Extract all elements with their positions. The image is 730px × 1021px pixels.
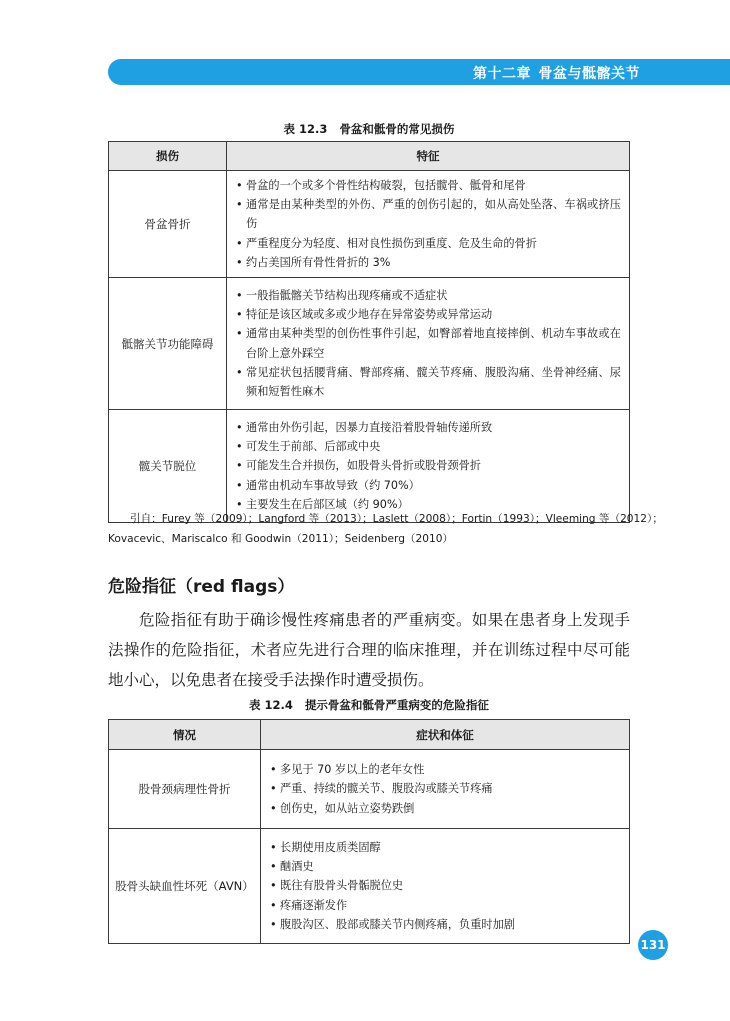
table-row	[109, 171, 630, 278]
row-condition: 骶髂关节功能障碍	[109, 278, 227, 410]
list-item: • 可能发生合并损伤，如股骨头骨折或股骨颈骨折	[236, 456, 621, 475]
list-item: • 严重程度分为轻度、相对良性损伤到重度、危及生命的骨折	[236, 234, 621, 253]
table-12-4	[108, 719, 630, 944]
list-item: • 通常由外伤引起，因暴力直接沿着股骨轴传递所致	[236, 418, 621, 437]
list-item: • 通常由某种类型的创伤性事件引起，如臀部着地直接摔倒、机动车事故或在台阶上意外踩空	[236, 324, 621, 362]
list-item: • 通常是由某种类型的外伤、严重的创伤引起的，如从高处坠落、车祸或挤压伤	[236, 195, 621, 233]
chapter-number: 第十二章	[473, 66, 531, 82]
column-header-symptoms: 症状和体征	[261, 720, 630, 750]
table-row	[109, 278, 630, 410]
row-condition: 股骨头缺血性坏死（AVN）	[109, 829, 261, 944]
table-row	[109, 750, 630, 829]
list-item: • 通常由机动车事故导致（约 70%）	[236, 476, 621, 495]
row-features	[227, 410, 630, 523]
table-header-row	[109, 142, 630, 171]
chapter-header-bar	[108, 59, 730, 85]
page-number-badge: 131	[638, 930, 668, 960]
list-item: • 腹股沟区、股部或膝关节内侧疼痛，负重时加剧	[270, 915, 621, 934]
list-item: • 可发生于前部、后部或中央	[236, 437, 621, 456]
column-header-injury: 损伤	[109, 142, 227, 171]
list-item: • 疼痛逐渐发作	[270, 896, 621, 915]
table-12-3-number: 表 12.3	[283, 122, 328, 136]
list-item: • 特征是该区域或多或少地存在异常姿势或异常运动	[236, 305, 621, 324]
list-item: • 多见于 70 岁以上的老年女性	[270, 760, 621, 779]
column-header-features: 特征	[227, 142, 630, 171]
row-features	[261, 750, 630, 829]
list-item: • 主要发生在后部区域（约 90%）	[236, 495, 621, 514]
source-line: Kovacevic、Mariscalco 和 Goodwin（2011）；Seidenberg（2010）	[108, 533, 454, 545]
table-12-3	[108, 141, 630, 523]
source-line: 引自：Furey 等（2009）；Langford 等（2013）；Laslett（2008）；Fortin（1993）；Vleeming 等（2012）；	[130, 513, 663, 525]
list-item: • 一般指骶髂关节结构出现疼痛或不适症状	[236, 286, 621, 305]
table-source-note	[108, 509, 663, 549]
row-features	[227, 278, 630, 410]
list-item: • 长期使用皮质类固醇	[270, 838, 621, 857]
row-features	[227, 171, 630, 278]
body-paragraph: 危险指征有助于确诊慢性疼痛患者的严重病变。如果在患者身上发现手法操作的危险指征，术者应先进行合理的临床推理，并在训练过程中尽可能地小心，以免患者在接受手法操作时遭受损伤。	[108, 611, 630, 689]
row-condition: 髋关节脱位	[109, 410, 227, 523]
row-condition: 股骨颈病理性骨折	[109, 750, 261, 829]
column-header-condition: 情况	[109, 720, 261, 750]
section-heading: 危险指征（red flags）	[108, 577, 295, 597]
table-12-4-number: 表 12.4	[249, 698, 293, 712]
table-12-3-title: 骨盆和骶骨的常见损伤	[339, 122, 455, 136]
table-12-4-caption	[108, 697, 630, 713]
list-item: • 骨盆的一个或多个骨性结构破裂，包括髋骨、骶骨和尾骨	[236, 176, 621, 195]
table-row	[109, 410, 630, 523]
row-condition: 骨盆骨折	[109, 171, 227, 278]
list-item: • 酗酒史	[270, 857, 621, 876]
row-features	[261, 829, 630, 944]
list-item: • 常见症状包括腰背痛、臀部疼痛、髋关节疼痛、腹股沟痛、坐骨神经痛、尿频和短暂性麻木	[236, 363, 621, 401]
table-header-row	[109, 720, 630, 750]
table-12-4-title: 提示骨盆和骶骨严重病变的危险指征	[304, 698, 489, 712]
list-item: • 既往有股骨头骨骺脱位史	[270, 876, 621, 895]
table-12-3-caption	[108, 121, 630, 137]
chapter-name: 骨盆与骶髂关节	[538, 66, 640, 82]
list-item: • 创伤史，如从站立姿势跌倒	[270, 799, 621, 818]
table-row	[109, 829, 630, 944]
list-item: • 严重、持续的髋关节、腹股沟或膝关节疼痛	[270, 779, 621, 798]
list-item: • 约占美国所有骨性骨折的 3%	[236, 253, 621, 272]
chapter-title	[473, 63, 640, 83]
